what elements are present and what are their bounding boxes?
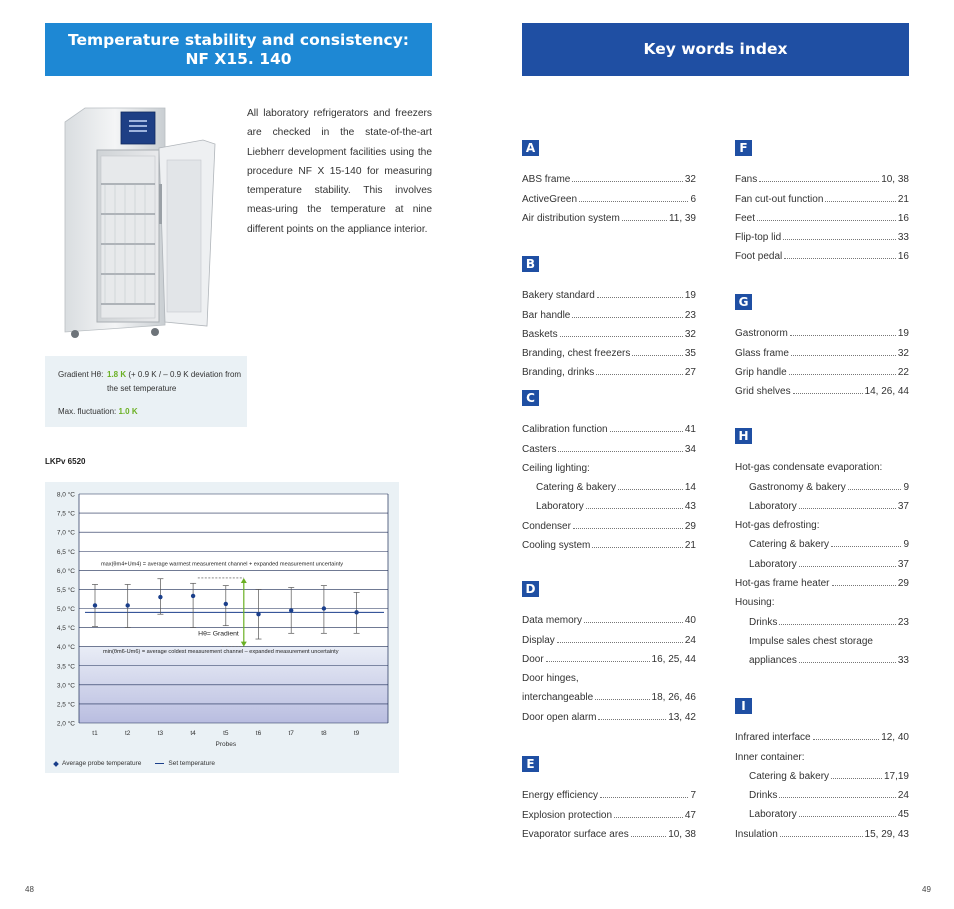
data-point-t5 — [224, 602, 228, 606]
index-letter: B — [522, 256, 539, 272]
index-entry — [735, 339, 909, 358]
index-entry — [522, 185, 696, 204]
index-entry — [735, 724, 909, 743]
index-entry — [735, 743, 909, 762]
index-pages: 10, 38 — [668, 828, 696, 840]
index-leader-dots — [557, 642, 683, 643]
index-term: interchangeable — [522, 692, 594, 704]
x-tick-label: t4 — [190, 730, 196, 737]
index-leader-dots — [791, 355, 896, 356]
index-pages: 37 — [897, 500, 909, 512]
index-section-b — [522, 256, 696, 378]
index-term: Inner container: — [735, 751, 805, 763]
index-leader-dots — [831, 546, 901, 547]
index-pages: 19 — [684, 290, 696, 302]
y-tick-label: 4,5 °C — [56, 625, 75, 633]
index-leader-dots — [832, 585, 896, 586]
index-leader-dots — [610, 431, 683, 432]
index-pages: 33 — [897, 232, 909, 244]
data-point-t1 — [93, 603, 97, 607]
gradient-label: Hθ= Gradient — [198, 630, 239, 638]
index-leader-dots — [614, 817, 683, 818]
index-entry — [735, 589, 909, 608]
index-entry — [522, 626, 696, 645]
index-pages: 7 — [690, 790, 696, 802]
index-leader-dots — [759, 181, 879, 182]
index-term: Ceiling lighting: — [522, 462, 590, 474]
index-pages: 34 — [684, 443, 696, 455]
index-term: Hot-gas defrosting: — [735, 520, 820, 532]
index-leader-dots — [793, 393, 863, 394]
index-term: Door — [522, 653, 544, 665]
index-pages: 18, 26, 46 — [651, 692, 696, 704]
data-point-t8 — [322, 606, 326, 610]
refrigerator-image — [55, 100, 230, 340]
index-leader-dots — [631, 836, 666, 837]
index-section-d — [522, 581, 696, 723]
left-page-banner — [45, 23, 432, 76]
index-entry — [522, 455, 696, 474]
index-term: Impulse sales chest storage — [749, 635, 873, 647]
index-term: Feet — [735, 212, 756, 224]
index-leader-dots — [618, 489, 683, 490]
index-pages: 16 — [897, 212, 909, 224]
index-leader-dots — [807, 759, 908, 760]
index-pages: 24 — [684, 634, 696, 646]
banner-title-line1: Temperature stability and consistency: — [68, 30, 409, 49]
index-term: Flip-top lid — [735, 232, 782, 244]
index-term: Insulation — [735, 828, 778, 840]
data-point-t3 — [158, 595, 162, 599]
fluctuation-row — [58, 407, 138, 416]
index-term: Branding, drinks — [522, 367, 595, 379]
index-entry — [522, 665, 696, 684]
index-section-f — [735, 140, 909, 262]
index-entry — [522, 607, 696, 626]
index-term: Fans — [735, 174, 758, 186]
index-leader-dots — [586, 508, 683, 509]
banner-title-line2: NF X15. 140 — [185, 49, 292, 68]
index-leader-dots — [884, 469, 907, 470]
index-term: Condenser — [522, 520, 571, 532]
index-term: Gastronomy & bakery — [749, 481, 846, 493]
data-point-t9 — [354, 610, 358, 614]
index-entry — [735, 647, 909, 666]
index-letter: I — [735, 698, 752, 714]
index-leader-dots — [779, 797, 896, 798]
index-pages: 24 — [897, 790, 909, 802]
index-section-g — [735, 294, 909, 397]
index-letter: C — [522, 390, 539, 406]
index-pages: 12, 40 — [881, 732, 909, 744]
index-entry — [735, 531, 909, 550]
index-entry — [522, 801, 696, 820]
index-leader-dots — [790, 335, 896, 336]
index-pages: 43 — [684, 501, 696, 513]
y-tick-label: 6,0 °C — [56, 567, 75, 575]
index-pages: 32 — [684, 174, 696, 186]
index-term: Air distribution system — [522, 212, 620, 224]
index-pages: 29 — [684, 520, 696, 532]
index-pages: 9 — [903, 481, 909, 493]
intro-paragraph: All laboratory refrigerators and freezers are checked in the state-of-the-art Liebherr development facilities using the procedure NF X 15-140 for measuring temperature stability. This involves meas-uring the temperature at nine different points on the appliance interior. — [247, 108, 432, 235]
index-pages: 9 — [903, 539, 909, 551]
y-tick-label: 5,0 °C — [56, 606, 75, 613]
index-entry — [522, 493, 696, 512]
index-letter: A — [522, 140, 539, 156]
index-term: Display — [522, 634, 555, 646]
index-pages: 14 — [684, 482, 696, 494]
y-tick-label: 8,0 °C — [56, 491, 75, 499]
index-entry — [735, 166, 909, 185]
index-entry — [522, 301, 696, 320]
index-letter: F — [735, 140, 752, 156]
index-pages: 35 — [684, 348, 696, 360]
index-leader-dots — [784, 258, 896, 259]
chart-legend — [54, 760, 215, 767]
index-entry — [522, 359, 696, 378]
index-term: Explosion protection — [522, 809, 613, 821]
index-leader-dots — [573, 528, 683, 529]
index-pages: 23 — [897, 616, 909, 628]
index-leader-dots — [783, 239, 896, 240]
index-pages: 29 — [897, 578, 909, 590]
index-pages: 17,19 — [883, 770, 909, 782]
index-term: appliances — [749, 655, 797, 667]
index-term: Bar handle — [522, 309, 571, 321]
index-term: Catering & bakery — [749, 539, 830, 551]
index-term: Catering & bakery — [536, 482, 617, 494]
index-term: Gastronorm — [735, 328, 788, 340]
index-leader-dots — [579, 201, 688, 202]
index-entry — [522, 703, 696, 722]
gradient-info-box — [45, 356, 247, 427]
index-entry — [735, 628, 909, 647]
index-leader-dots — [598, 719, 666, 720]
index-term: Hot-gas condensate evaporation: — [735, 462, 883, 474]
y-tick-label: 2,5 °C — [56, 701, 75, 709]
index-term: Branding, chest freezers — [522, 348, 631, 360]
index-pages: 13, 42 — [668, 711, 696, 723]
y-tick-label: 2,0 °C — [56, 720, 75, 728]
y-tick-label: 3,0 °C — [56, 682, 75, 690]
index-term: Cooling system — [522, 540, 591, 552]
index-leader-dots — [799, 508, 896, 509]
index-entry — [522, 340, 696, 359]
index-entry — [522, 821, 696, 840]
index-term: Door open alarm — [522, 711, 597, 723]
index-pages: 21 — [684, 540, 696, 552]
data-point-t7 — [289, 608, 293, 612]
index-entry — [735, 185, 909, 204]
index-pages: 33 — [897, 655, 909, 667]
index-leader-dots — [799, 566, 896, 567]
y-tick-label: 7,0 °C — [56, 529, 75, 537]
index-entry — [735, 454, 909, 473]
index-pages: 47 — [684, 809, 696, 821]
index-term: Evaporator surface ares — [522, 828, 629, 840]
index-pages: 27 — [684, 367, 696, 379]
gradient-value-group — [107, 368, 247, 395]
index-leader-dots — [780, 836, 863, 837]
gradient-label: Gradient Hθ: — [58, 370, 104, 379]
index-term: Drinks — [749, 790, 778, 802]
index-pages: 41 — [684, 424, 696, 436]
index-entry — [735, 205, 909, 224]
model-label: LKPv 6520 — [45, 457, 86, 466]
x-tick-label: t9 — [353, 730, 360, 737]
index-pages: 19 — [897, 328, 909, 340]
index-entry — [735, 473, 909, 492]
index-letter: H — [735, 428, 752, 444]
index-letter: G — [735, 294, 752, 310]
index-leader-dots — [776, 604, 907, 605]
index-leader-dots — [799, 662, 896, 663]
y-tick-label: 6,5 °C — [56, 548, 75, 556]
index-entry — [735, 550, 909, 569]
index-term: Grip handle — [735, 366, 787, 378]
min-annotation: min(θm6-Um6) = average coldest measurement channel – expanded measurement uncertainty — [103, 649, 339, 656]
index-term: Drinks — [749, 616, 778, 628]
index-section-i — [735, 698, 909, 840]
fluctuation-value: 1.0 K — [118, 407, 138, 416]
index-entry — [735, 378, 909, 397]
index-entry — [735, 243, 909, 262]
index-term: Calibration function — [522, 424, 608, 436]
index-entry — [522, 435, 696, 454]
index-leader-dots — [596, 374, 683, 375]
index-term: Laboratory — [536, 501, 584, 513]
index-pages: 22 — [897, 366, 909, 378]
x-tick-label: t6 — [255, 730, 262, 737]
index-entry — [522, 205, 696, 224]
index-entry — [522, 321, 696, 340]
index-term: Catering & bakery — [749, 770, 830, 782]
index-term: Door hinges, — [522, 673, 579, 685]
data-point-t2 — [126, 603, 130, 607]
index-entry — [735, 512, 909, 531]
index-entry — [522, 684, 696, 703]
index-entry — [522, 782, 696, 801]
index-section-h — [735, 428, 909, 666]
index-title: Key words index — [643, 40, 788, 58]
index-term: Laboratory — [749, 809, 797, 821]
y-tick-label: 3,5 °C — [56, 663, 75, 671]
index-term: Energy efficiency — [522, 790, 598, 802]
index-entry — [735, 493, 909, 512]
index-term: Fan cut-out function — [735, 193, 824, 205]
temperature-chart — [45, 482, 399, 773]
index-pages: 40 — [684, 615, 696, 627]
y-tick-label: 7,5 °C — [56, 510, 75, 518]
index-entry — [522, 416, 696, 435]
x-tick-label: t7 — [288, 730, 294, 737]
index-term: Infrared interface — [735, 732, 811, 744]
index-leader-dots — [597, 297, 683, 298]
index-leader-dots — [584, 622, 683, 623]
index-term: ABS frame — [522, 174, 571, 186]
index-leader-dots — [622, 220, 667, 221]
index-entry — [522, 166, 696, 185]
x-axis-label: Probes — [215, 741, 237, 748]
index-entry — [735, 359, 909, 378]
index-leader-dots — [592, 547, 683, 548]
index-pages: 14, 26, 44 — [864, 386, 909, 398]
index-pages: 23 — [684, 309, 696, 321]
index-pages: 10, 38 — [881, 174, 909, 186]
gradient-value: 1.8 K — [107, 370, 127, 379]
index-leader-dots — [831, 778, 882, 779]
data-point-t6 — [256, 612, 260, 616]
index-pages: 32 — [684, 328, 696, 340]
max-annotation: max(θm4+Um4) = average warmest measurement channel + expanded measurement uncertainty — [101, 561, 344, 568]
index-leader-dots — [848, 489, 902, 490]
index-letter: D — [522, 581, 539, 597]
legend-set-label: Set temperature — [168, 760, 215, 767]
index-leader-dots — [875, 643, 907, 644]
index-entry — [522, 282, 696, 301]
index-letter: E — [522, 756, 539, 772]
index-leader-dots — [779, 624, 896, 625]
index-entry — [735, 782, 909, 801]
y-tick-label: 5,5 °C — [56, 586, 75, 594]
index-term: Foot pedal — [735, 251, 783, 263]
index-leader-dots — [822, 527, 908, 528]
index-term: Glass frame — [735, 347, 789, 359]
index-leader-dots — [813, 739, 880, 740]
index-entry — [522, 646, 696, 665]
page-number-left: 48 — [25, 885, 34, 894]
legend-set — [155, 760, 215, 767]
page-number-right: 49 — [922, 885, 931, 894]
index-leader-dots — [825, 201, 895, 202]
index-leader-dots — [592, 470, 694, 471]
index-pages: 45 — [897, 809, 909, 821]
index-leader-dots — [558, 451, 682, 452]
index-term: ActiveGreen — [522, 193, 578, 205]
index-leader-dots — [799, 816, 896, 817]
index-pages: 21 — [897, 193, 909, 205]
index-section-c — [522, 390, 696, 551]
index-leader-dots — [595, 699, 649, 700]
index-pages: 16, 25, 44 — [651, 653, 696, 665]
index-leader-dots — [560, 336, 683, 337]
y-tick-label: 4,0 °C — [56, 644, 75, 652]
index-leader-dots — [757, 220, 896, 221]
index-entry — [522, 474, 696, 493]
index-leader-dots — [600, 797, 688, 798]
index-entry — [735, 801, 909, 820]
legend-average — [54, 760, 141, 767]
index-entry — [735, 224, 909, 243]
x-tick-label: t1 — [92, 730, 98, 737]
index-pages: 16 — [897, 251, 909, 263]
index-term: Casters — [522, 443, 557, 455]
index-leader-dots — [572, 317, 683, 318]
index-term: Data memory — [522, 615, 583, 627]
index-section-a — [522, 140, 696, 224]
legend-diamond-icon — [53, 761, 59, 767]
data-point-t4 — [191, 594, 195, 598]
index-entry — [735, 820, 909, 839]
index-entry — [735, 763, 909, 782]
index-entry — [735, 570, 909, 589]
legend-line-icon — [155, 763, 164, 765]
index-leader-dots — [546, 661, 650, 662]
index-leader-dots — [572, 181, 683, 182]
index-leader-dots — [632, 355, 682, 356]
x-tick-label: t5 — [223, 730, 229, 737]
index-pages: 6 — [690, 193, 696, 205]
index-pages: 37 — [897, 558, 909, 570]
index-pages: 11, 39 — [668, 212, 696, 224]
index-term: Hot-gas frame heater — [735, 578, 830, 590]
index-term: Grid shelves — [735, 386, 791, 398]
x-tick-label: t8 — [321, 730, 327, 737]
index-term: Housing: — [735, 597, 775, 609]
index-leader-dots — [789, 374, 896, 375]
index-entry — [522, 532, 696, 551]
index-entry — [735, 320, 909, 339]
index-entry — [735, 608, 909, 627]
index-term: Bakery standard — [522, 290, 595, 302]
index-term: Laboratory — [749, 558, 797, 570]
index-pages: 15, 29, 43 — [864, 828, 909, 840]
chart-svg — [45, 482, 399, 773]
index-pages: 32 — [897, 347, 909, 359]
index-term: Baskets — [522, 328, 558, 340]
index-section-e — [522, 756, 696, 840]
x-tick-label: t2 — [124, 730, 131, 737]
x-tick-label: t3 — [157, 730, 164, 737]
index-entry — [522, 512, 696, 531]
index-leader-dots — [581, 680, 694, 681]
fluctuation-label: Max. fluctuation: — [58, 407, 117, 416]
legend-average-label: Average probe temperature — [62, 760, 142, 767]
index-term: Laboratory — [749, 500, 797, 512]
right-page-banner — [522, 23, 909, 76]
gradient-description: (+ 0.9 K / – 0.9 K deviation from the set temperature — [107, 370, 242, 393]
